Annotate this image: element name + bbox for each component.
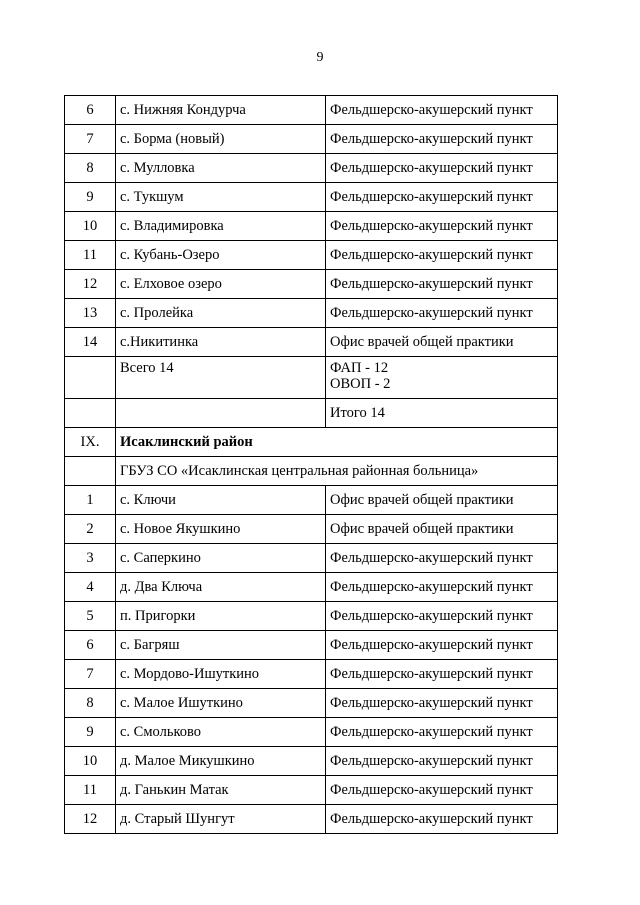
row-facility-type: Фельдшерско-акушерский пункт (326, 212, 558, 241)
table-row (65, 602, 558, 631)
row-number: 6 (65, 96, 116, 125)
section-title: Исаклинский район (116, 428, 558, 457)
row-facility-type: Офис врачей общей практики (326, 328, 558, 357)
summary-row (65, 357, 558, 399)
facilities-table (64, 95, 558, 834)
row-number: 13 (65, 299, 116, 328)
table-row (65, 805, 558, 834)
row-number: 6 (65, 631, 116, 660)
row-settlement: с. Кубань-Озеро (116, 241, 326, 270)
row-settlement: с. Мулловка (116, 154, 326, 183)
row-facility-type: Фельдшерско-акушерский пункт (326, 96, 558, 125)
row-settlement: д. Ганькин Матак (116, 776, 326, 805)
row-number: 7 (65, 125, 116, 154)
total-label: Итого 14 (326, 399, 558, 428)
row-settlement: с. Нижняя Кондурча (116, 96, 326, 125)
hospital-name: ГБУЗ СО «Исаклинская центральная районная больница» (116, 457, 558, 486)
hospital-num-cell (65, 457, 116, 486)
table-row (65, 776, 558, 805)
row-number: 10 (65, 747, 116, 776)
row-settlement: с. Багряш (116, 631, 326, 660)
table-row (65, 299, 558, 328)
row-number: 8 (65, 689, 116, 718)
table-row (65, 718, 558, 747)
row-facility-type: Фельдшерско-акушерский пункт (326, 573, 558, 602)
summary-ovop-count: ОВОП - 2 (330, 376, 391, 392)
row-settlement: с.Никитинка (116, 328, 326, 357)
row-number: 7 (65, 660, 116, 689)
row-settlement: с. Саперкино (116, 544, 326, 573)
total-place-cell (116, 399, 326, 428)
row-facility-type: Фельдшерско-акушерский пункт (326, 241, 558, 270)
table-row (65, 573, 558, 602)
row-settlement: с. Малое Ишуткино (116, 689, 326, 718)
row-facility-type: Фельдшерско-акушерский пункт (326, 805, 558, 834)
row-number: 9 (65, 718, 116, 747)
section-number: IX. (65, 428, 116, 457)
table-row (65, 544, 558, 573)
page-number: 9 (316, 50, 324, 65)
row-number: 3 (65, 544, 116, 573)
row-settlement: с. Елховое озеро (116, 270, 326, 299)
table-row (65, 486, 558, 515)
hospital-row (65, 457, 558, 486)
row-number: 12 (65, 270, 116, 299)
row-settlement: с. Тукшум (116, 183, 326, 212)
table-row (65, 212, 558, 241)
row-settlement: с. Владимировка (116, 212, 326, 241)
row-number: 12 (65, 805, 116, 834)
row-facility-type: Фельдшерско-акушерский пункт (326, 631, 558, 660)
table-block-2 (65, 486, 558, 834)
row-number: 8 (65, 154, 116, 183)
table-row (65, 241, 558, 270)
row-settlement: с. Смольково (116, 718, 326, 747)
total-num-cell (65, 399, 116, 428)
row-facility-type: Фельдшерско-акушерский пункт (326, 776, 558, 805)
row-facility-type: Офис врачей общей практики (326, 515, 558, 544)
row-facility-type: Фельдшерско-акушерский пункт (326, 718, 558, 747)
row-facility-type: Фельдшерско-акушерский пункт (326, 125, 558, 154)
row-settlement: д. Малое Микушкино (116, 747, 326, 776)
row-number: 10 (65, 212, 116, 241)
row-settlement: д. Два Ключа (116, 573, 326, 602)
row-settlement: с. Пролейка (116, 299, 326, 328)
table-row (65, 747, 558, 776)
summary-fap-count: ФАП - 12 (330, 360, 389, 376)
total-row (65, 399, 558, 428)
row-number: 1 (65, 486, 116, 515)
row-settlement: с. Мордово-Ишуткино (116, 660, 326, 689)
row-facility-type: Фельдшерско-акушерский пункт (326, 154, 558, 183)
row-number: 9 (65, 183, 116, 212)
table-row (65, 154, 558, 183)
row-facility-type: Фельдшерско-акушерский пункт (326, 689, 558, 718)
table-row (65, 328, 558, 357)
row-facility-type: Фельдшерско-акушерский пункт (326, 183, 558, 212)
row-settlement: с. Борма (новый) (116, 125, 326, 154)
row-settlement: п. Пригорки (116, 602, 326, 631)
row-settlement: д. Старый Шунгут (116, 805, 326, 834)
table-row (65, 689, 558, 718)
table-row (65, 183, 558, 212)
summary-num-cell (65, 357, 116, 399)
table-row (65, 270, 558, 299)
table-row (65, 660, 558, 689)
row-facility-type: Фельдшерско-акушерский пункт (326, 299, 558, 328)
row-settlement: с. Новое Якушкино (116, 515, 326, 544)
row-number: 14 (65, 328, 116, 357)
row-number: 11 (65, 776, 116, 805)
row-number: 5 (65, 602, 116, 631)
summary-label: Всего 14 (116, 357, 326, 399)
row-facility-type: Фельдшерско-акушерский пункт (326, 660, 558, 689)
row-facility-type: Фельдшерско-акушерский пункт (326, 747, 558, 776)
row-facility-type: Фельдшерско-акушерский пункт (326, 270, 558, 299)
row-facility-type: Фельдшерско-акушерский пункт (326, 544, 558, 573)
summary-breakdown (326, 357, 558, 399)
table-summary (65, 357, 558, 486)
section-header-row (65, 428, 558, 457)
row-number: 4 (65, 573, 116, 602)
table-row (65, 125, 558, 154)
table-row (65, 515, 558, 544)
row-number: 2 (65, 515, 116, 544)
row-settlement: с. Ключи (116, 486, 326, 515)
row-facility-type: Офис врачей общей практики (326, 486, 558, 515)
table-block-1 (65, 96, 558, 357)
row-number: 11 (65, 241, 116, 270)
row-facility-type: Фельдшерско-акушерский пункт (326, 602, 558, 631)
table-row (65, 631, 558, 660)
table-row (65, 96, 558, 125)
